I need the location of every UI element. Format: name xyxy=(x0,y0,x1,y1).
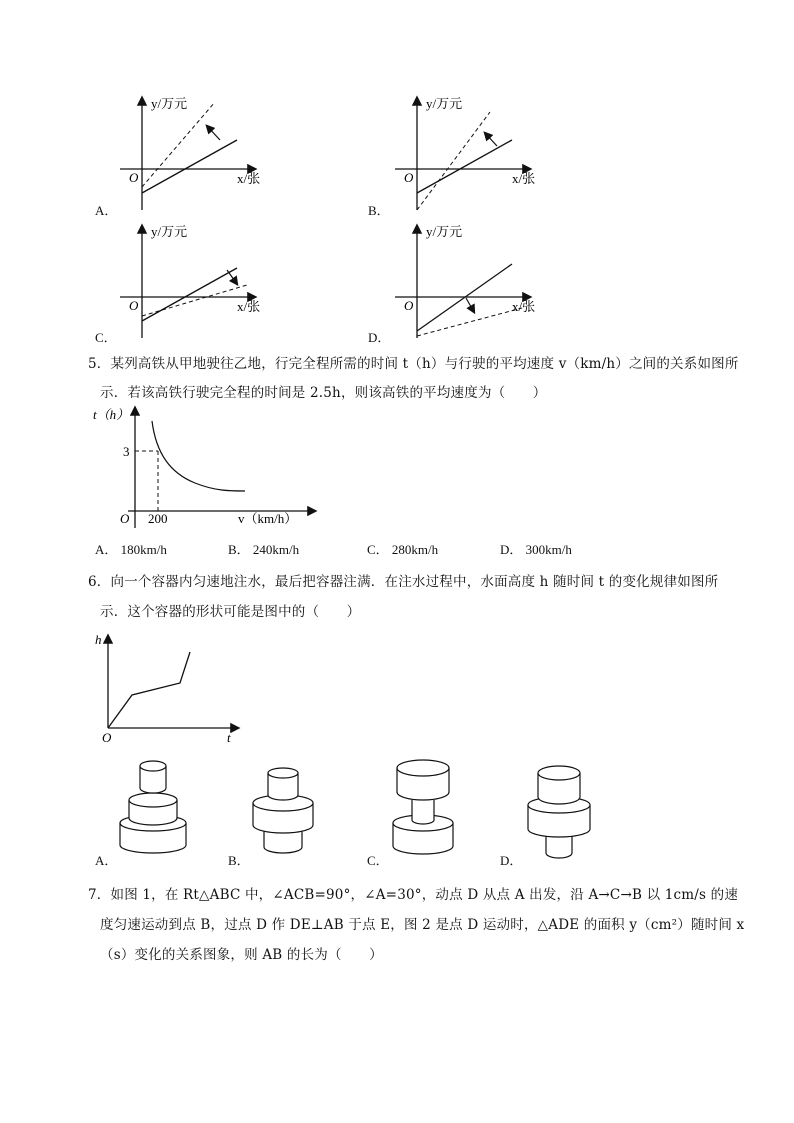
svg-text:O: O xyxy=(404,170,414,185)
q4-graph-c xyxy=(115,218,285,343)
q6-container-a xyxy=(115,758,195,868)
q7-text-line2: 度匀速运动到点 B，过点 D 作 DE⊥AB 于点 E，图 2 是点 D 运动时，△ADE 的面积 y（cm²）随时间 x xyxy=(100,917,745,933)
origin-label: O xyxy=(129,170,139,185)
q6-option-a: A． xyxy=(95,853,118,868)
q6-text-line2: 示．这个容器的形状可能是图中的（ ） xyxy=(100,604,361,620)
svg-text:O: O xyxy=(102,730,112,745)
q6-graph xyxy=(90,628,250,748)
q5-text-line2: 示．若该高铁行驶完全程的时间是 2.5h，则该高铁的平均速度为（ ） xyxy=(100,385,547,401)
q6-container-d xyxy=(525,763,605,868)
svg-text:O: O xyxy=(404,298,414,313)
q6-option-b: B． xyxy=(228,853,250,868)
q4-option-b-label: B． xyxy=(368,203,390,218)
svg-text:y/万元: y/万元 xyxy=(151,224,188,239)
q4-graph-b xyxy=(390,90,560,215)
q5-option-c: C． 280km/h xyxy=(367,542,439,557)
q7-text-line3: （s）变化的关系图象，则 AB 的长为（ ） xyxy=(100,947,383,963)
svg-text:x/张: x/张 xyxy=(512,299,536,314)
svg-text:x/张: x/张 xyxy=(512,171,536,186)
q5-graph xyxy=(90,403,320,533)
q6-container-c xyxy=(390,758,470,868)
q5-option-a: A． 180km/h xyxy=(95,542,167,557)
q5-tick-3: 3 xyxy=(123,444,130,459)
q5-text-line1: 5．某列高铁从甲地驶往乙地，行完全程所需的时间 t（h）与行驶的平均速度 v（km/h）之间的关系如图所 xyxy=(88,356,739,372)
q4-graph-d xyxy=(390,218,560,343)
q4-option-d-label: D． xyxy=(368,330,391,345)
q4-graph-a xyxy=(115,90,285,215)
q6-text-line1: 6．向一个容器内匀速地注水，最后把容器注满．在注水过程中，水面高度 h 随时间 t 的变化规律如图所 xyxy=(88,574,719,590)
svg-text:y/万元: y/万元 xyxy=(426,224,463,239)
y-axis-label: y/万元 xyxy=(151,96,188,111)
svg-text:O: O xyxy=(129,298,139,313)
q5-y-label: t（h） xyxy=(93,407,130,422)
q4-option-a-label: A． xyxy=(95,203,118,218)
svg-text:x/张: x/张 xyxy=(237,299,261,314)
q5-option-b: B． 240km/h xyxy=(228,542,300,557)
x-axis-label: x/张 xyxy=(237,171,261,186)
q6-option-c: C． xyxy=(367,853,389,868)
q6-container-b xyxy=(250,765,330,865)
svg-text:y/万元: y/万元 xyxy=(426,96,463,111)
q4-option-c-label: C． xyxy=(95,330,117,345)
svg-text:h: h xyxy=(95,632,102,647)
q5-x-label: v（km/h） xyxy=(238,511,298,526)
q7-text-line1: 7．如图 1，在 Rt△ABC 中，∠ACB=90°，∠A=30°，动点 D 从点 A 出发，沿 A→C→B 以 1cm/s 的速 xyxy=(88,887,739,903)
svg-text:t: t xyxy=(227,730,231,745)
q5-tick-200: 200 xyxy=(148,511,168,526)
svg-text:O: O xyxy=(120,511,130,526)
q5-option-d: D． 300km/h xyxy=(500,542,572,557)
q6-option-d: D． xyxy=(500,853,523,868)
